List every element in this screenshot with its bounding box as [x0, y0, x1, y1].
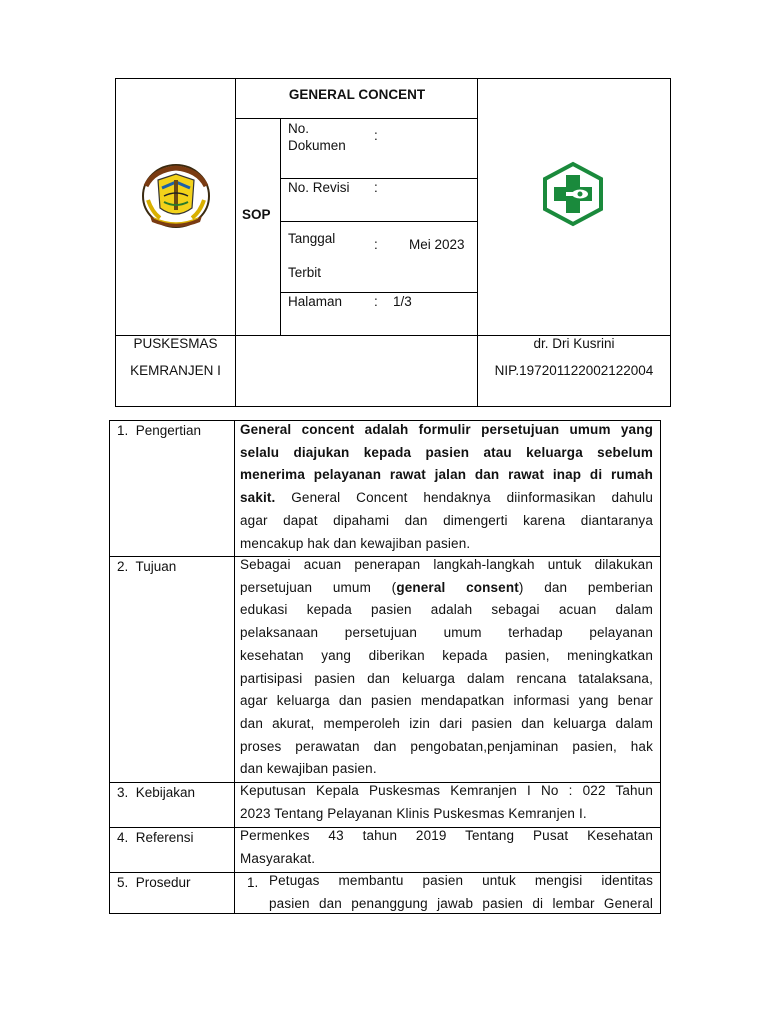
halaman-colon: : — [374, 294, 378, 309]
prosedur-line: Petugas membantu pasien untuk mengisi identitas — [269, 873, 653, 888]
no-revisi-label: No. Revisi — [288, 180, 350, 195]
no-dokumen-colon: : — [374, 128, 378, 143]
pengertian-line: sakit. General Concent hendaknya diinformasikan dahulu — [240, 490, 653, 506]
tujuan-line: agar keluarga dan pasien mendapatkan informasi yang benar — [240, 693, 653, 709]
org-name-line2: KEMRANJEN I — [130, 363, 221, 378]
tujuan-line: kesehatan yang diberikan kepada pasien, meningkatkan — [240, 647, 653, 663]
tujuan-line: proses perawatan dan pengobatan,penjaminan pasien, hak — [240, 738, 653, 754]
no-dokumen-label: No. Dokumen — [288, 121, 346, 153]
tujuan-line: dan akurat, memperoleh izin dari pasien dan keluarga dalam — [240, 715, 653, 731]
document-title: GENERAL CONCENT — [288, 87, 426, 102]
tanggal-terbit-value: Mei 2023 — [409, 237, 465, 252]
halaman-label: Halaman — [288, 294, 343, 309]
no-revisi-colon: : — [374, 180, 378, 195]
referensi-text — [240, 825, 653, 870]
pengertian-text — [240, 419, 653, 555]
tanggal-terbit-colon: : — [374, 237, 378, 252]
sop-label: SOP — [242, 207, 271, 222]
prosedur-item-number: 1. — [247, 875, 259, 890]
signer-nip: NIP.197201122002122004 — [494, 363, 654, 378]
tujuan-line: pelaksanaan persetujuan umum terhadap pelayanan — [240, 625, 653, 641]
section-label-referensi: 4. Referensi — [117, 830, 194, 845]
tujuan-line: Sebagai acuan penerapan langkah-langkah untuk dilakukan — [240, 557, 653, 572]
signer-name: dr. Dri Kusrini — [533, 336, 615, 351]
pengertian-line: selalu diajukan kepada pasien atau keluarga sebelum — [240, 444, 653, 460]
pengertian-line: mencakup hak dan kewajiban pasien. — [240, 535, 471, 551]
tanggal-terbit-label: Tanggal Terbit — [288, 231, 336, 280]
tujuan-line: dan kewajiban pasien. — [240, 761, 377, 777]
pengertian-line: agar dapat dipahami dan dimengerti karena diantaranya — [240, 512, 653, 528]
kebijakan-line: Keputusan Kepala Puskesmas Kemranjen I No : 022 Tahun — [240, 783, 653, 798]
kebijakan-line: 2023 Tentang Pelayanan Klinis Puskesmas Kemranjen I. — [240, 805, 587, 821]
tujuan-text — [240, 554, 653, 781]
regency-logo-icon — [140, 162, 212, 230]
prosedur-text — [269, 870, 653, 915]
prosedur-line: pasien dan penanggung jawab pasien di lembar General — [269, 895, 653, 911]
section-label-pengertian: 1. Pengertian — [117, 423, 202, 438]
halaman-value: 1/3 — [393, 294, 412, 309]
section-label-prosedur: 5. Prosedur — [117, 875, 191, 890]
org-name-line1: PUSKESMAS — [133, 336, 218, 351]
puskesmas-logo-icon — [540, 161, 606, 227]
tujuan-line: partisipasi pasien dan keluarga dalam rencana tatalaksana, — [240, 670, 653, 686]
tujuan-line: persetujuan umum (general consent) dan pemberian — [240, 579, 654, 595]
kebijakan-text — [240, 780, 653, 825]
tujuan-line: edukasi kepada pasien adalah sebagai acuan dalam — [240, 602, 653, 618]
pengertian-line: General concent adalah formulir persetujuan umum yang — [240, 422, 653, 437]
referensi-line: Masyarakat. — [240, 850, 316, 866]
section-label-kebijakan: 3. Kebijakan — [117, 785, 196, 800]
pengertian-line: menerima pelayanan rawat jalan dan rawat inap di rumah — [240, 467, 653, 483]
referensi-line: Permenkes 43 tahun 2019 Tentang Pusat Kesehatan — [240, 828, 653, 843]
section-label-tujuan: 2. Tujuan — [117, 559, 177, 574]
